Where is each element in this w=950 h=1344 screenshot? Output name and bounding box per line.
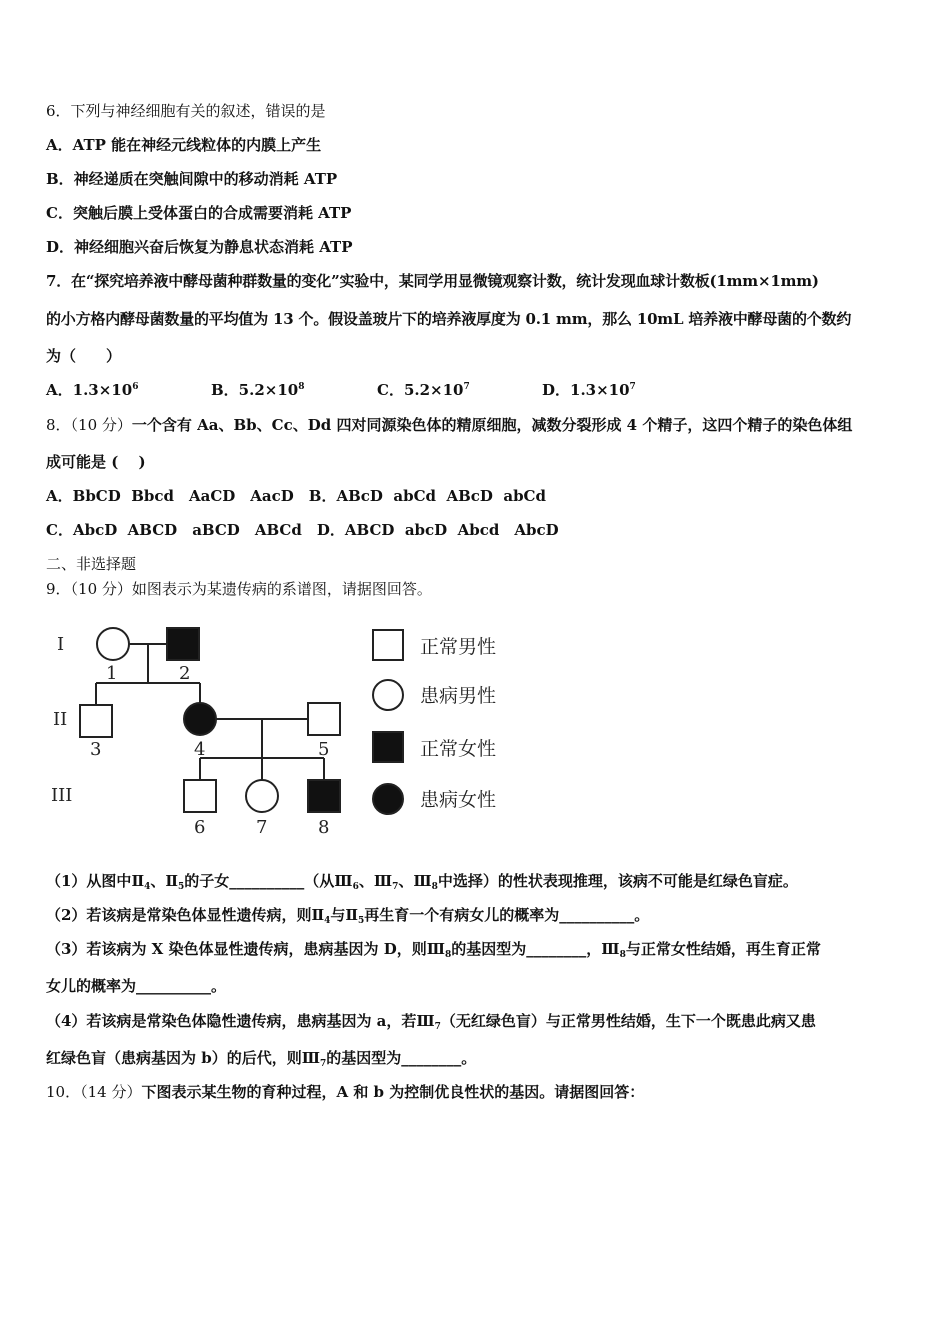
individual-label-8: 8: [318, 817, 330, 838]
legend-affected-female-symbol: [373, 784, 403, 814]
legend-affected-male-label: 患病男性: [420, 685, 497, 707]
q9-stem: 9．（10 分）如图表示为某遗传病的系谱图，请据图回答。: [46, 580, 432, 598]
individual-label-2: 2: [179, 663, 191, 684]
q10-stem: 10．（14 分）下图表示某生物的育种过程，A 和 b 为控制优良性状的基因。请据图回答：: [46, 1083, 645, 1101]
q8-options-ab: A．BbCD Bbcd AaCD AacD B．ABcD abCd ABcD abCd: [46, 487, 546, 505]
individual-label-6: 6: [194, 817, 206, 838]
q8-stem-line2: 成可能是 ( ): [46, 453, 146, 471]
q9-part3-line2: 女儿的概率为__________。: [46, 977, 227, 995]
q6-option-c: C．突触后膜上受体蛋白的合成需要消耗 ATP: [46, 204, 352, 222]
q7-stem-line2: 的小方格内酵母菌数量的平均值为 13 个。假设盖玻片下的培养液厚度为 0.1 mm，那么 10mL 培养液中酵母菌的个数约: [46, 310, 852, 328]
legend-normal-female-label: 正常女性: [420, 738, 497, 760]
individual-label-4: 4: [194, 739, 206, 760]
q9-part1: （1）从图中$Ⅱ_4$、$Ⅱ_5$的子女__________（从$Ⅲ_6$、$Ⅲ_7$、$Ⅲ_8$中选择）的性状表现推理，该病不可能是红绿色盲症。: [46, 872, 798, 892]
individual-label-3: 3: [90, 739, 102, 760]
q7-option-c: C．$5.2\times 10^7$: [377, 381, 470, 399]
generation-label-1: I: [57, 634, 65, 655]
q9-part4-line1: （4）若该病是常染色体隐性遗传病，患病基因为 a，若$Ⅲ_7$（无红绿色盲）与正常男性结婚，生下一个既患此病又患: [46, 1012, 816, 1032]
q6-option-b: B．神经递质在突触间隙中的移动消耗 ATP: [46, 170, 338, 188]
individual-6: [184, 780, 216, 812]
q8-stem-line1: 8．（10 分）一个含有 Aa、Bb、Cc、Dd 四对同源染色体的精原细胞，减数分裂形成 4 个精子，这四个精子的染色体组: [46, 416, 853, 434]
individual-1: [97, 628, 129, 660]
individual-3: [80, 705, 112, 737]
legend-affected-male-symbol: [373, 680, 403, 710]
q9-part3-line1: （3）若该病为 X 染色体显性遗传病，患病基因为 D，则$Ⅲ_8$的基因型为________，$Ⅲ_8$与正常女性结婚，再生育正常: [46, 940, 821, 960]
q7-stem-line1: 7．在“探究培养液中酵母菌种群数量的变化”实验中，某同学用显微镜观察计数，统计发现血球计数板(1mm×1mm): [46, 272, 819, 290]
legend-normal-female-symbol: [373, 732, 403, 762]
generation-label-2: II: [53, 709, 68, 730]
legend-affected-female-label: 患病女性: [420, 789, 497, 811]
q6-option-a: A．ATP 能在神经元线粒体的内膜上产生: [46, 136, 322, 154]
individual-4: [184, 703, 216, 735]
q9-part4-line2: 红绿色盲（患病基因为 b）的后代，则$Ⅲ_7$的基因型为________。: [46, 1049, 477, 1069]
individual-label-1: 1: [106, 663, 118, 684]
q7-option-b: B．$5.2\times 10^8$: [211, 381, 305, 399]
individual-2: [167, 628, 199, 660]
pedigree-chart: [40, 615, 520, 850]
individual-8: [308, 780, 340, 812]
legend-normal-male-symbol: [373, 630, 403, 660]
individual-5: [308, 703, 340, 735]
q7-option-d: D．$1.3\times 10^7$: [542, 381, 636, 399]
section-title: 二、非选择题: [46, 555, 137, 573]
generation-label-3: III: [51, 785, 73, 806]
q8-options-cd: C．AbcD ABCD aBCD ABCd D．ABCD abcD Abcd AbcD: [46, 521, 559, 539]
q7-option-a: A．$1.3\times 10^6$: [46, 381, 139, 399]
individual-label-5: 5: [318, 739, 330, 760]
q6-stem: 6．下列与神经细胞有关的叙述，错误的是: [46, 102, 326, 120]
q7-stem-line3: 为（ ）: [46, 347, 122, 365]
individual-7: [246, 780, 278, 812]
legend-normal-male-label: 正常男性: [420, 636, 497, 658]
q9-part2: （2）若该病是常染色体显性遗传病，则$Ⅱ_4$与$Ⅱ_5$再生育一个有病女儿的概率为__________。: [46, 906, 650, 926]
q6-option-d: D．神经细胞兴奋后恢复为静息状态消耗 ATP: [46, 238, 353, 256]
individual-label-7: 7: [256, 817, 268, 838]
